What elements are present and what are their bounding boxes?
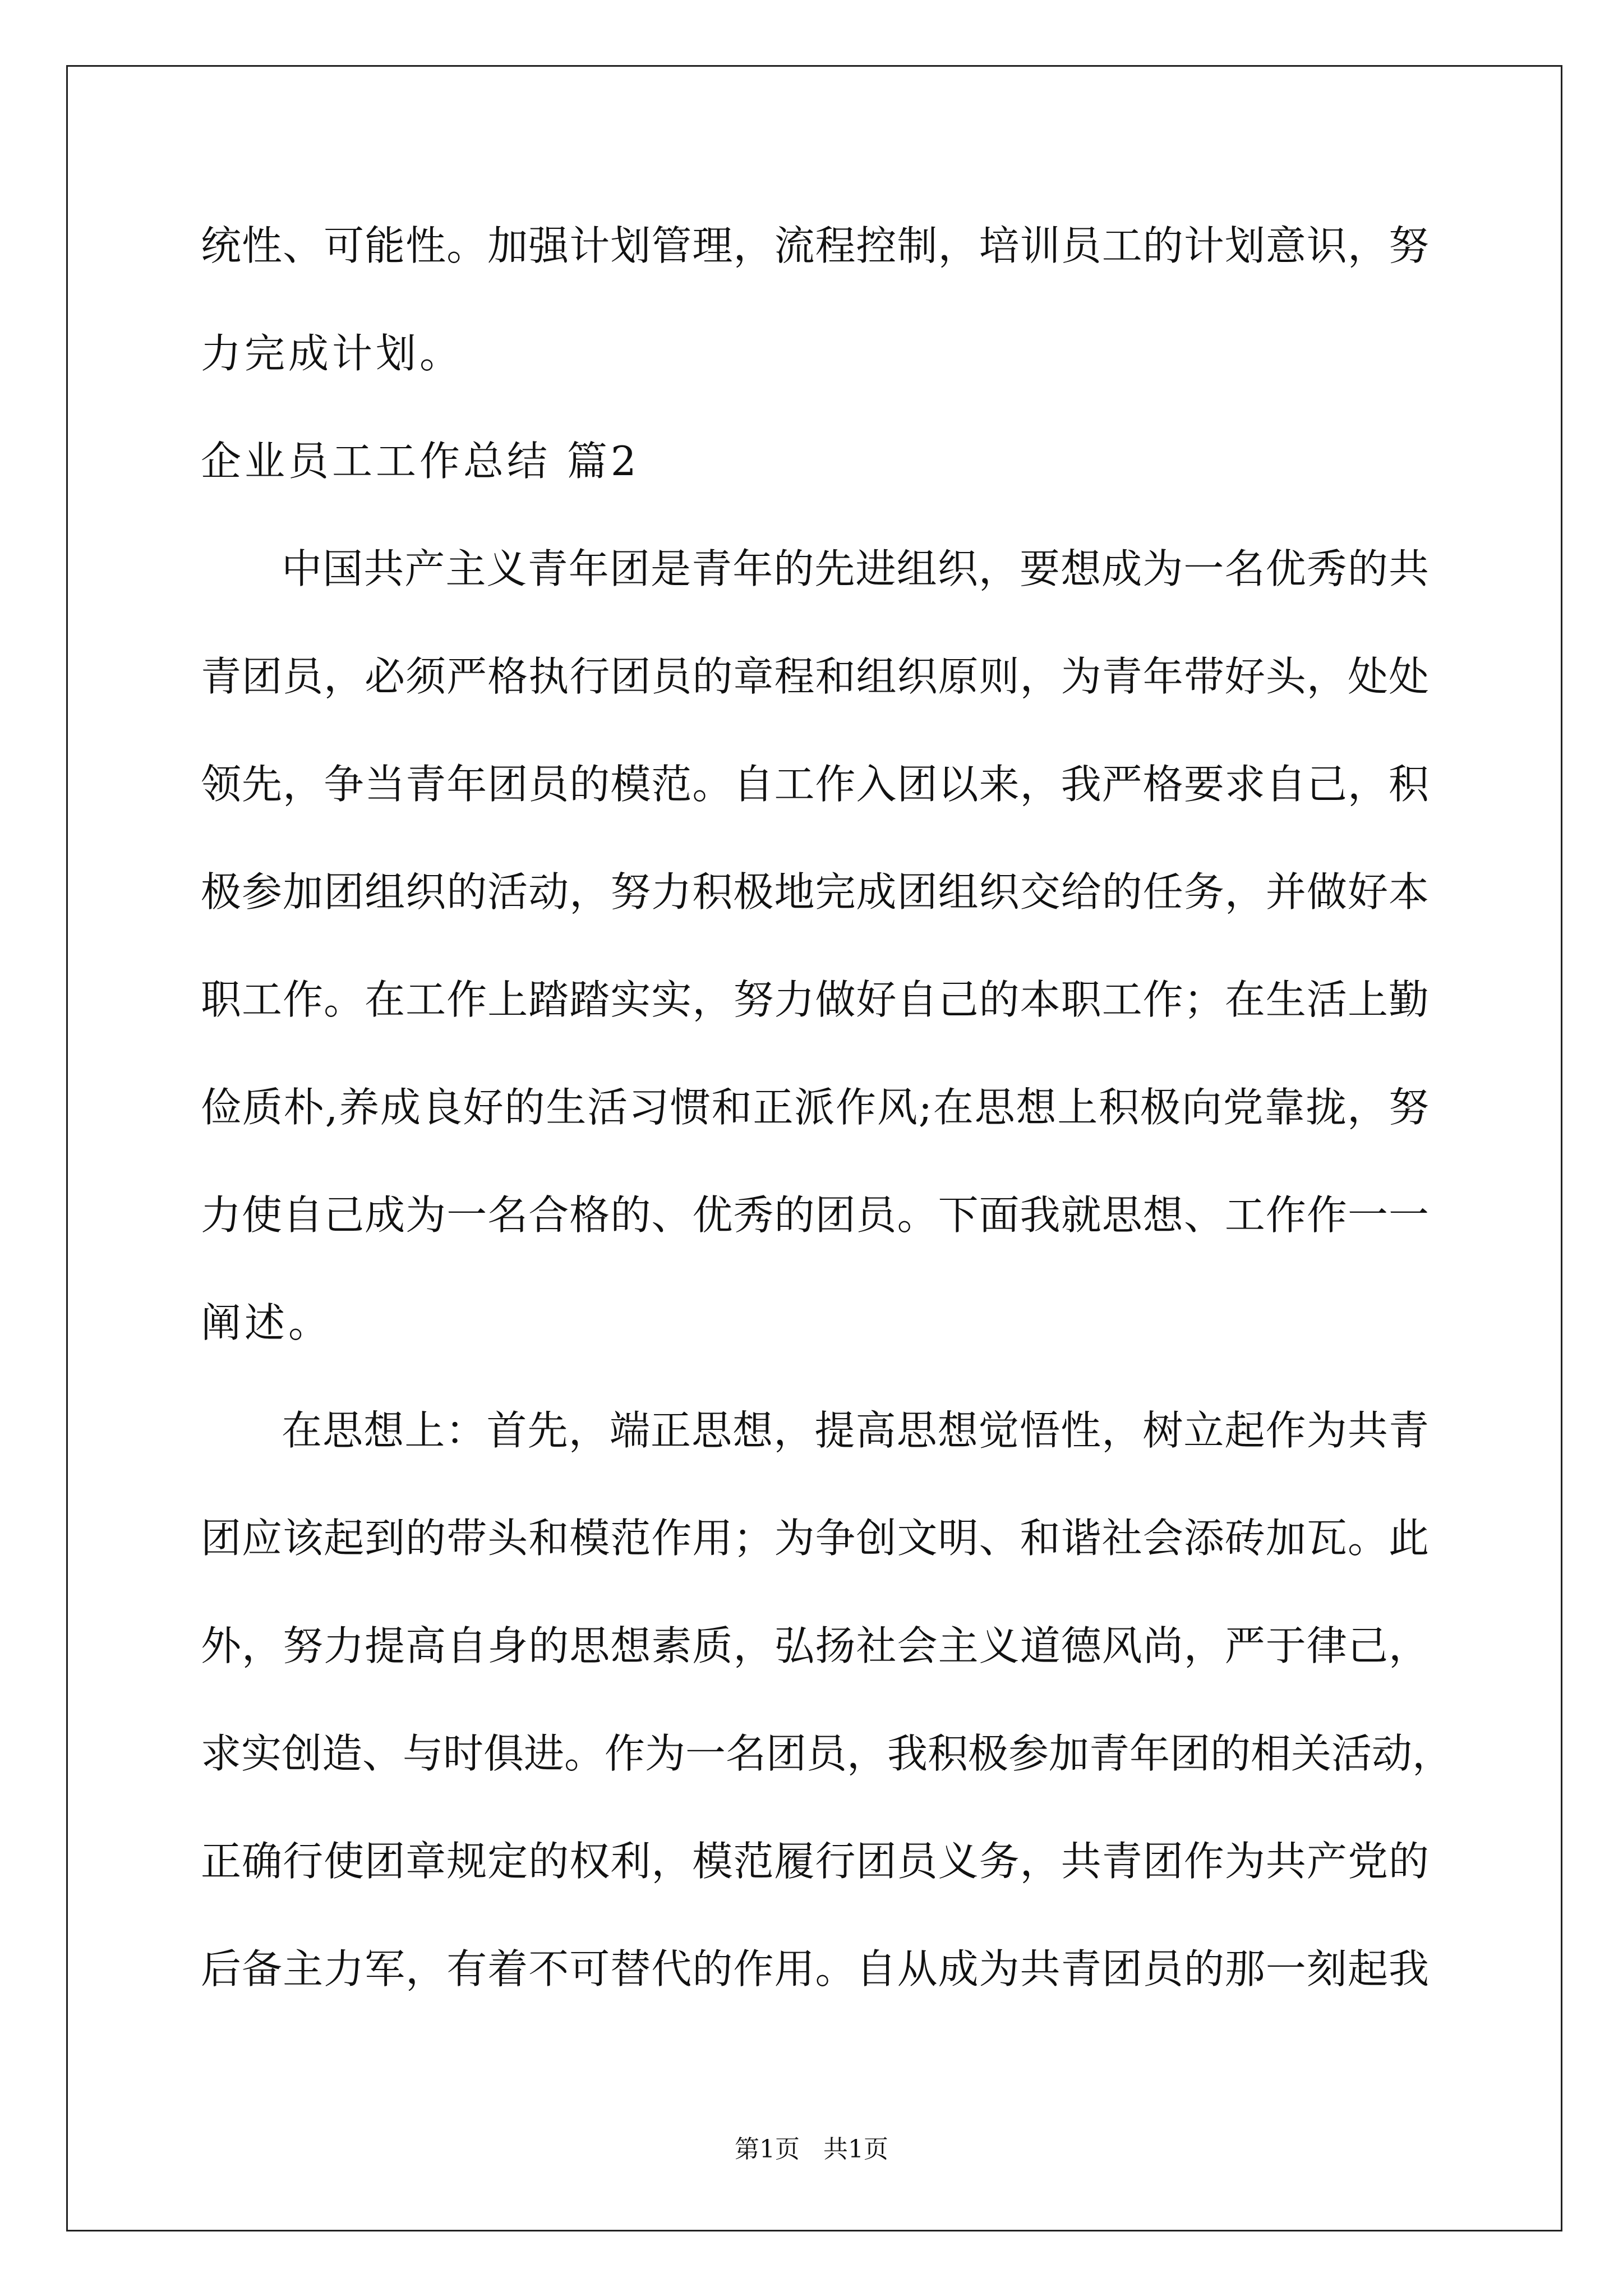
- paragraph-first-line: 在思想上：首先，端正思想，提高思想觉悟性，树立起作为共青: [282, 1407, 1429, 1454]
- body-line: 统性、可能性。加强计划管理，流程控制，培训员工的计划意识，努: [201, 222, 1429, 269]
- body-line: 力完成计划。: [201, 330, 464, 377]
- body-line: 青团员，必须严格执行团员的章程和组织原则，为青年带好头，处处: [201, 653, 1429, 700]
- body-line: 领先，争当青年团员的模范。自工作入团以来，我严格要求自己，积: [201, 761, 1429, 808]
- body-line: 求实创造、与时俱进。作为一名团员，我积极参加青年团的相关活动，: [201, 1730, 1453, 1777]
- document-body: [201, 219, 1453, 2050]
- body-line: 团应该起到的带头和模范作用；为争创文明、和谐社会添砖加瓦。此: [201, 1515, 1429, 1562]
- page-footer: 第1页 共1页: [735, 2135, 888, 2164]
- body-line: 职工作。在工作上踏踏实实，努力做好自己的本职工作；在生活上勤: [201, 976, 1429, 1023]
- body-line: 后备主力军，有着不可替代的作用。自从成为共青团员的那一刻起我: [201, 1945, 1429, 1993]
- body-line: 阐述。: [201, 1299, 333, 1346]
- body-line: 力使自己成为一名合格的、优秀的团员。下面我就思想、工作作一一: [201, 1191, 1429, 1239]
- body-line: 俭质朴,养成良好的生活习惯和正派作风;在思想上积极向党靠拢，努: [201, 1084, 1429, 1131]
- body-line: 正确行使团章规定的权利，模范履行团员义务，共青团作为共产党的: [201, 1838, 1429, 1885]
- section-heading: 企业员工工作总结 篇2: [201, 438, 640, 485]
- body-line: 极参加团组织的活动，努力积极地完成团组织交给的任务，并做好本: [201, 868, 1429, 915]
- body-line: 外，努力提高自身的思想素质，弘扬社会主义道德风尚，严于律己，: [201, 1622, 1429, 1669]
- paragraph-first-line: 中国共产主义青年团是青年的先进组织，要想成为一名优秀的共: [282, 545, 1429, 592]
